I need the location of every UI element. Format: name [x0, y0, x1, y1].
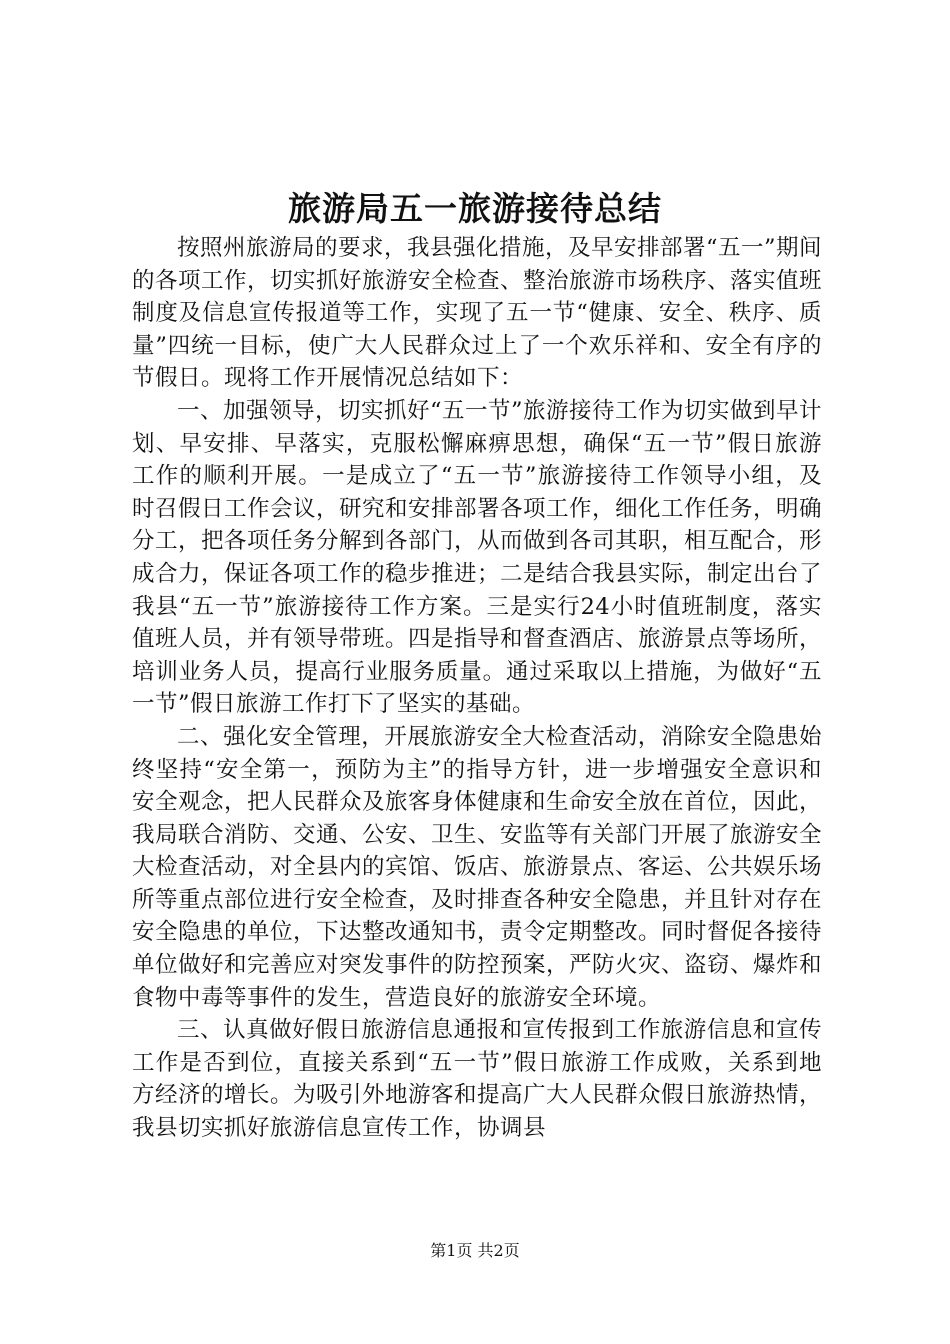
document-body [132, 232, 822, 1145]
page-number-footer: 第1页 共2页 [430, 1241, 520, 1260]
paragraph-intro: 按照州旅游局的要求，我县强化措施，及早安排部署“五一”期间的各项工作，切实抓好旅游安全检查、整治旅游市场秩序、落实值班制度及信息宣传报道等工作，实现了五一节“健康、安全、秩序、质量”四统一目标，使广大人民群众过上了一个欢乐祥和、安全有序的节假日。现将工作开展情况总结如下： [132, 235, 823, 392]
paragraph-section-2: 二、强化安全管理，开展旅游安全大检查活动，消除安全隐患始终坚持“安全第一，预防为主”的指导方针，进一步增强安全意识和安全观念，把人民群众及旅客身体健康和生命安全放在首位，因此，我局联合消防、交通、公安、卫生、安监等有关部门开展了旅游安全大检查活动，对全县内的宾馆、饭店、旅游景点、客运、公共娱乐场所等重点部位进行安全检查，及时排查各种安全隐患，并且针对存在安全隐患的单位，下达整改通知书，责令定期整改。同时督促各接待单位做好和完善应对突发事件的防控预案，严防火灾、盗窃、爆炸和食物中毒等事件的发生，营造良好的旅游安全环境。 [132, 723, 823, 1011]
document-title: 旅游局五一旅游接待总结 [288, 189, 662, 228]
paragraph-section-1: 一、加强领导，切实抓好“五一节”旅游接待工作为切实做到早计划、早安排、早落实，克服松懈麻痹思想，确保“五一节”假日旅游工作的顺利开展。一是成立了“五一节”旅游接待工作领导小组，及时召假日工作会议，研究和安排部署各项工作，细化工作任务，明确分工，把各项任务分解到各部门，从而做到各司其职，相互配合，形成合力，保证各项工作的稳步推进；二是结合我县实际，制定出台了我县“五一节”旅游接待工作方案。三是实行24小时值班制度，落实值班人员，并有领导带班。四是指导和督查酒店、旅游景点等场所，培训业务人员，提高行业服务质量。通过采取以上措施，为做好“五一节”假日旅游工作打下了坚实的基础。 [132, 397, 823, 718]
paragraph-section-3: 三、认真做好假日旅游信息通报和宣传报到工作旅游信息和宣传工作是否到位，直接关系到“五一节”假日旅游工作成败，关系到地方经济的增长。为吸引外地游客和提高广大人民群众假日旅游热情，我县切实抓好旅游信息宣传工作，协调县 [132, 1017, 823, 1142]
